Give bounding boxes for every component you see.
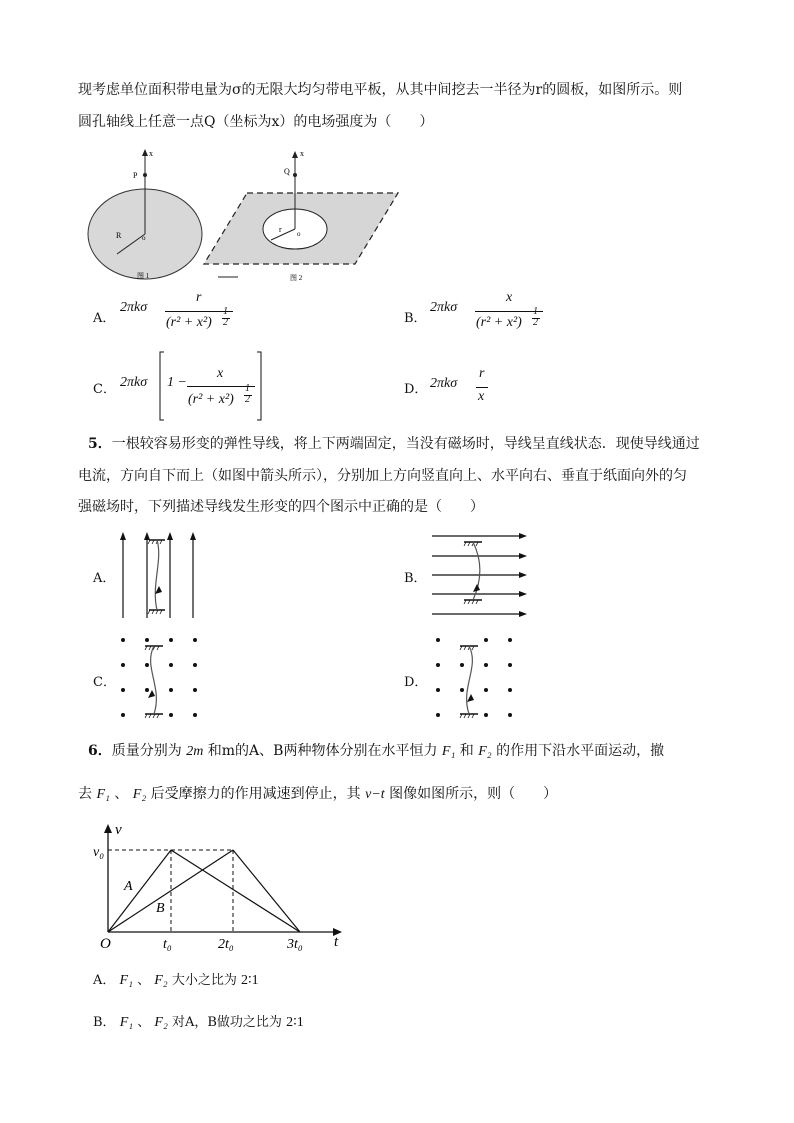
numerator: x: [506, 290, 513, 305]
q5-option-a-diagram[interactable]: [115, 530, 200, 620]
v-t-label: v−t: [365, 787, 385, 802]
fig1-point-label: P: [133, 171, 138, 180]
exponent-numerator: 1: [223, 306, 228, 317]
q6-text: 和m的A、B两种物体分别在水平恒力: [207, 743, 438, 759]
t-axis-label: t: [334, 934, 339, 950]
coefficient: 2πkσ: [430, 376, 458, 391]
q6-text: 和: [459, 743, 474, 759]
force-f1: F₁: [441, 744, 456, 759]
separator: 、: [114, 786, 129, 802]
ratio: 2∶1: [240, 973, 259, 988]
line-b-decel: [233, 850, 300, 932]
force-f2: F₂: [132, 787, 147, 802]
figure-2: [204, 149, 398, 282]
option-label: A．: [93, 973, 116, 988]
tick-3t0: 3t₀: [287, 937, 303, 952]
q6-option-a[interactable]: [93, 970, 259, 992]
option-label: B．: [93, 1015, 116, 1030]
q5-option-b-diagram[interactable]: [430, 530, 530, 620]
q5-option-c-label: C．: [93, 675, 116, 690]
exponent-denominator: 2: [245, 394, 250, 405]
q6-text: 后受摩擦力的作用减速到停止，其: [150, 786, 361, 802]
coefficient: 2πkσ: [120, 375, 148, 390]
q6-text: 质量分别为: [111, 743, 182, 759]
force-f2: F₂: [478, 744, 492, 759]
q5-stem-line3: 强磁场时，下列描述导线发生形变的四个图示中正确的是（ ）: [78, 499, 484, 515]
q6-text: 的作用下沿水平面运动，撤: [496, 743, 665, 759]
q5-option-a-label: A．: [93, 571, 116, 586]
v0-label: v₀: [93, 845, 105, 860]
numerator: x: [217, 366, 224, 381]
origin-label: O: [100, 936, 111, 952]
exponent-denominator: 2: [533, 317, 538, 328]
tick-t0: t₀: [163, 937, 172, 952]
q5-stem-text1: 一根较容易形变的弹性导线，将上下两端固定，当没有磁场时，导线呈直线状态．现使导线通过: [111, 436, 700, 452]
fig2-radius-label: r: [279, 225, 282, 234]
q4-option-b[interactable]: [404, 290, 584, 341]
fig2-point-label: Q: [284, 167, 290, 176]
line-a-decel: [171, 850, 300, 932]
q6-number: 6．: [88, 743, 112, 759]
q5-option-b-label: B．: [404, 571, 427, 586]
fig2-axis-label: x: [300, 149, 304, 158]
q5-option-d-diagram[interactable]: [430, 632, 520, 724]
coefficient: 2πkσ: [430, 300, 458, 315]
q6-vt-graph: [90, 822, 350, 952]
line-a: [108, 850, 171, 932]
coefficient: 2πkσ: [120, 300, 148, 315]
option-text: 大小之比为: [171, 973, 237, 988]
fig1-axis-label: x: [149, 149, 153, 158]
denominator: (r² + x²): [476, 315, 522, 330]
fig2-origin-label: o: [297, 230, 301, 238]
tick-2t0: 2t₀: [218, 937, 234, 952]
q5-option-c-diagram[interactable]: [115, 632, 205, 724]
q4-option-d[interactable]: [404, 366, 524, 412]
fraction-bar: [476, 387, 488, 388]
ratio: 2∶1: [286, 1015, 304, 1030]
line-b-label: B: [156, 901, 165, 916]
option-label: B．: [404, 311, 427, 326]
mass-2m: 2m: [186, 744, 204, 759]
fig1-caption: 图 1: [137, 272, 150, 280]
exponent-numerator: 1: [533, 306, 538, 317]
v-axis-label: v: [115, 822, 122, 838]
option-label: D．: [404, 382, 428, 397]
denominator: (r² + x²): [166, 315, 212, 330]
fig1-origin-label: o: [142, 234, 146, 242]
separator: 、: [137, 973, 151, 988]
option-label: C．: [93, 382, 116, 397]
figure-1: [88, 149, 202, 280]
line-a-label: A: [124, 879, 133, 894]
force-f2: F₂: [154, 1015, 168, 1030]
one-minus: 1 −: [167, 375, 187, 390]
numerator: r: [479, 366, 485, 381]
q5-number: 5．: [88, 436, 112, 452]
denominator: (r² + x²): [188, 392, 234, 407]
q4-option-a[interactable]: [93, 290, 273, 341]
force-f1: F₁: [119, 1015, 134, 1030]
q6-stem-line1: [88, 740, 664, 763]
q4-figures: [85, 142, 415, 287]
q4-stem-line1: 现考虑单位面积带电量为σ的无限大均匀带电平板，从其中间挖去一半径为r的圆板，如图所示。则: [78, 82, 683, 98]
force-f1: F₁: [96, 787, 110, 802]
numerator: r: [196, 290, 202, 305]
q6-option-b[interactable]: [93, 1012, 304, 1034]
exponent-denominator: 2: [223, 317, 228, 328]
q6-text: 图像如图所示，则（ ）: [389, 786, 558, 802]
q5-stem-line1: [88, 433, 700, 455]
q4-stem-line2: 圆孔轴线上任意一点Q（坐标为x）的电场强度为（ ）: [78, 114, 434, 130]
exponent-numerator: 1: [245, 383, 250, 394]
force-f1: F₁: [119, 973, 133, 988]
option-text: 对A，B做功之比为: [171, 1015, 282, 1030]
separator: 、: [137, 1015, 151, 1030]
q6-stem-line2: [78, 783, 557, 806]
q5-stem-line2: 电流，方向自下而上（如图中箭头所示），分别加上方向竖直向上、水平向右、垂直于纸面向外的匀: [78, 468, 687, 484]
q6-text: 去: [78, 786, 92, 802]
denominator: x: [478, 389, 485, 404]
force-f2: F₂: [154, 973, 168, 988]
q4-option-c[interactable]: [93, 350, 273, 422]
fig2-caption: 图 2: [290, 274, 303, 282]
q5-option-d-label: D．: [404, 675, 428, 690]
fig1-radius-label: R: [116, 231, 122, 240]
option-label: A．: [93, 311, 116, 326]
